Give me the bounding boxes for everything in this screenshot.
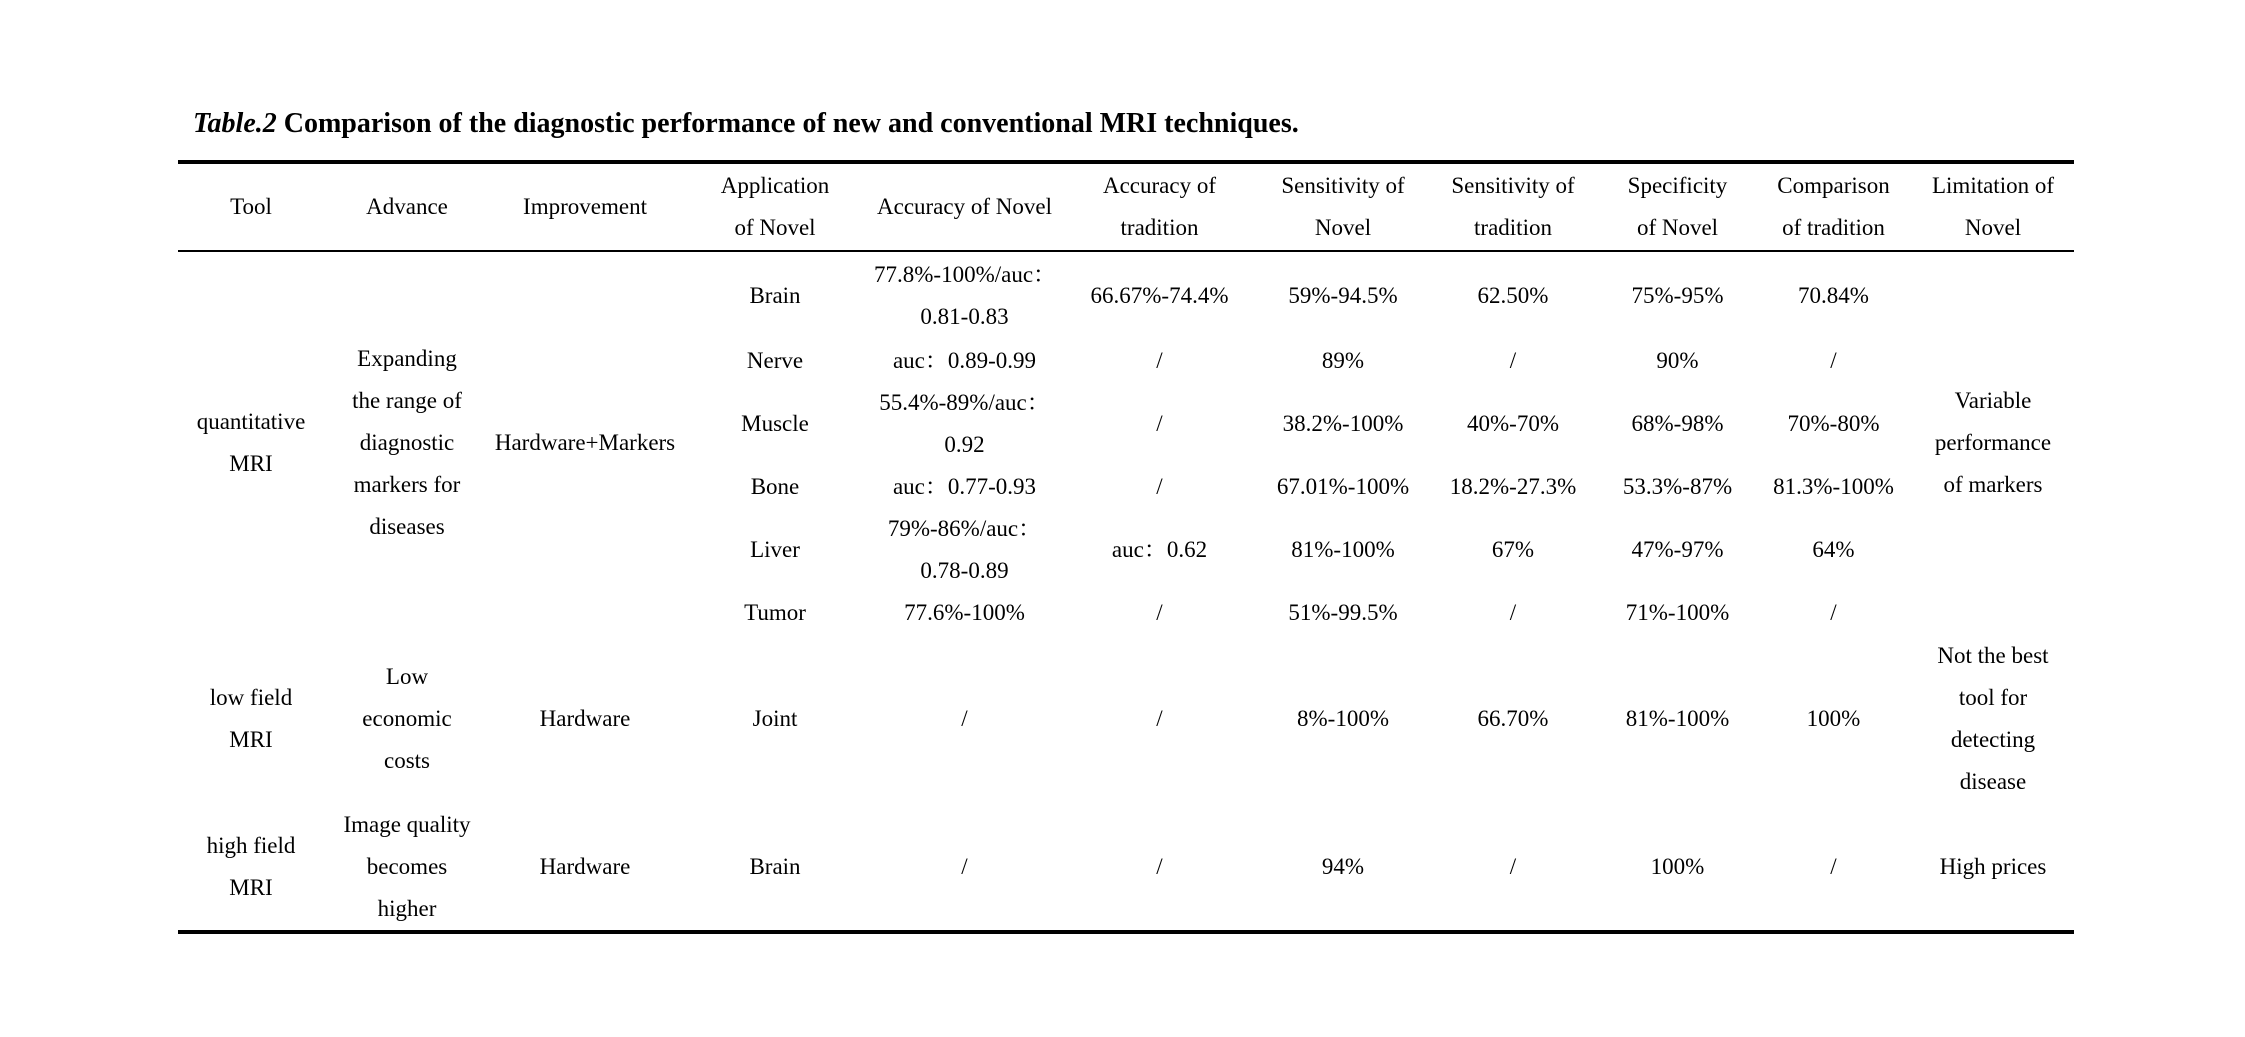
accuracy-novel-cell: auc：0.89-0.99	[892, 348, 1037, 373]
sensitivity-tradition-cell: 40%-70%	[1467, 411, 1559, 436]
accuracy-novel-cell: auc：0.77-0.93	[892, 474, 1037, 499]
specificity-novel-cell: 100%	[1600, 804, 1755, 932]
accuracy-novel-cell: /	[961, 706, 968, 731]
tool-cell: low field MRI	[209, 685, 293, 752]
sensitivity-tradition-cell: 62.50%	[1477, 283, 1549, 308]
sensitivity-tradition-cell: /	[1509, 348, 1517, 373]
comparison-tradition-cell: 100%	[1806, 706, 1861, 731]
accuracy-tradition-cell: /	[1156, 706, 1163, 731]
table-caption	[193, 108, 1299, 140]
comparison-table	[178, 160, 2074, 934]
comparison-tradition-cell: /	[1830, 348, 1837, 373]
accuracy-tradition-cell: 66.67%-74.4%	[1090, 283, 1229, 308]
specificity-novel-cell: 71%-100%	[1625, 600, 1730, 625]
application-cell: Brain	[680, 804, 870, 932]
column-header: Accuracy of tradition	[1059, 162, 1260, 251]
accuracy-tradition-cell: /	[1156, 600, 1163, 625]
comparison-tradition-cell: 70.84%	[1798, 283, 1869, 308]
improvement-cell: Hardware	[490, 804, 680, 932]
specificity-novel-cell: 81%-100%	[1625, 706, 1730, 731]
sensitivity-novel-cell: 81%-100%	[1291, 537, 1395, 562]
specificity-novel-cell: 53.3%-87%	[1622, 474, 1733, 499]
limitation-cell: Variable performance of markers	[1934, 388, 2052, 497]
column-header: Comparison of tradition	[1755, 162, 1912, 251]
column-header: Application of Novel	[680, 162, 870, 251]
accuracy-novel-cell: 79%-86%/auc： 0.78-0.89	[887, 516, 1042, 583]
application-cell: Joint	[752, 706, 798, 731]
sensitivity-tradition-cell: 18.2%-27.3%	[1449, 474, 1577, 499]
sensitivity-novel-cell: 67.01%-100%	[1276, 474, 1410, 499]
sensitivity-tradition-cell: 67%	[1491, 537, 1535, 562]
comparison-tradition-cell: 81.3%-100%	[1773, 474, 1894, 499]
tool-cell: high field MRI	[178, 804, 324, 932]
advance-cell: Low economic costs	[362, 664, 452, 773]
sensitivity-novel-cell: 89%	[1321, 348, 1365, 373]
specificity-novel-cell: 47%-97%	[1631, 537, 1724, 562]
improvement-cell: Hardware	[539, 706, 631, 731]
table-caption-label: Table.2	[193, 108, 277, 139]
limitation-cell: Not the best tool for detecting disease	[1937, 643, 2049, 794]
tool-cell: quantitative MRI	[196, 409, 306, 476]
application-cell: Muscle	[741, 411, 809, 436]
specificity-novel-cell: 75%-95%	[1631, 283, 1724, 308]
accuracy-novel-cell: 77.8%-100%/auc： 0.81-0.83	[874, 262, 1057, 329]
application-cell: Nerve	[746, 348, 804, 373]
accuracy-novel-cell: 77.6%-100%	[904, 600, 1025, 625]
specificity-novel-cell: 68%-98%	[1631, 411, 1724, 436]
column-header: Tool	[178, 162, 324, 251]
sensitivity-novel-cell: 94%	[1260, 804, 1426, 932]
column-header: Specificity of Novel	[1600, 162, 1755, 251]
column-header: Sensitivity of tradition	[1426, 162, 1600, 251]
sensitivity-tradition-cell: 66.70%	[1477, 706, 1549, 731]
accuracy-tradition-cell: /	[1156, 348, 1163, 373]
sensitivity-tradition-cell: /	[1509, 600, 1517, 625]
column-header: Sensitivity of Novel	[1260, 162, 1426, 251]
improvement-cell: Hardware+Markers	[494, 430, 676, 455]
accuracy-tradition-cell: auc：0.62	[1111, 537, 1208, 562]
column-header: Accuracy of Novel	[870, 162, 1059, 251]
accuracy-tradition-cell: /	[1059, 804, 1260, 932]
accuracy-tradition-cell: /	[1156, 411, 1163, 436]
table-caption-title: Comparison of the diagnostic performance of new and conventional MRI techniques.	[276, 108, 1299, 139]
column-header: Limitation of Novel	[1912, 162, 2074, 251]
comparison-tradition-cell: 64%	[1812, 537, 1855, 562]
application-cell: Tumor	[744, 600, 806, 625]
column-header: Improvement	[490, 162, 680, 251]
column-header: Advance	[324, 162, 490, 251]
table-header-row	[178, 162, 2074, 251]
sensitivity-novel-cell: 8%-100%	[1297, 706, 1389, 731]
comparison-tradition-cell: /	[1830, 600, 1837, 625]
specificity-novel-cell: 90%	[1656, 348, 1699, 373]
comparison-tradition-cell: 70%-80%	[1787, 411, 1880, 436]
limitation-cell: High prices	[1912, 804, 2074, 932]
sensitivity-novel-cell: 38.2%-100%	[1282, 411, 1404, 436]
advance-cell: Image quality becomes higher	[324, 804, 490, 932]
application-cell: Bone	[750, 474, 800, 499]
sensitivity-tradition-cell: /	[1426, 804, 1600, 932]
table-row	[178, 804, 2074, 932]
application-cell: Brain	[749, 283, 801, 308]
advance-cell: Expanding the range of diagnostic markers for diseases	[352, 346, 462, 539]
table-row	[178, 251, 2074, 340]
application-cell: Liver	[750, 537, 800, 562]
sensitivity-novel-cell: 59%-94.5%	[1288, 283, 1398, 308]
accuracy-novel-cell: 55.4%-89%/auc： 0.92	[879, 390, 1050, 457]
sensitivity-novel-cell: 51%-99.5%	[1288, 600, 1398, 625]
accuracy-tradition-cell: /	[1156, 474, 1163, 499]
accuracy-novel-cell: /	[870, 804, 1059, 932]
comparison-tradition-cell: /	[1755, 804, 1912, 932]
table-row	[178, 634, 2074, 804]
